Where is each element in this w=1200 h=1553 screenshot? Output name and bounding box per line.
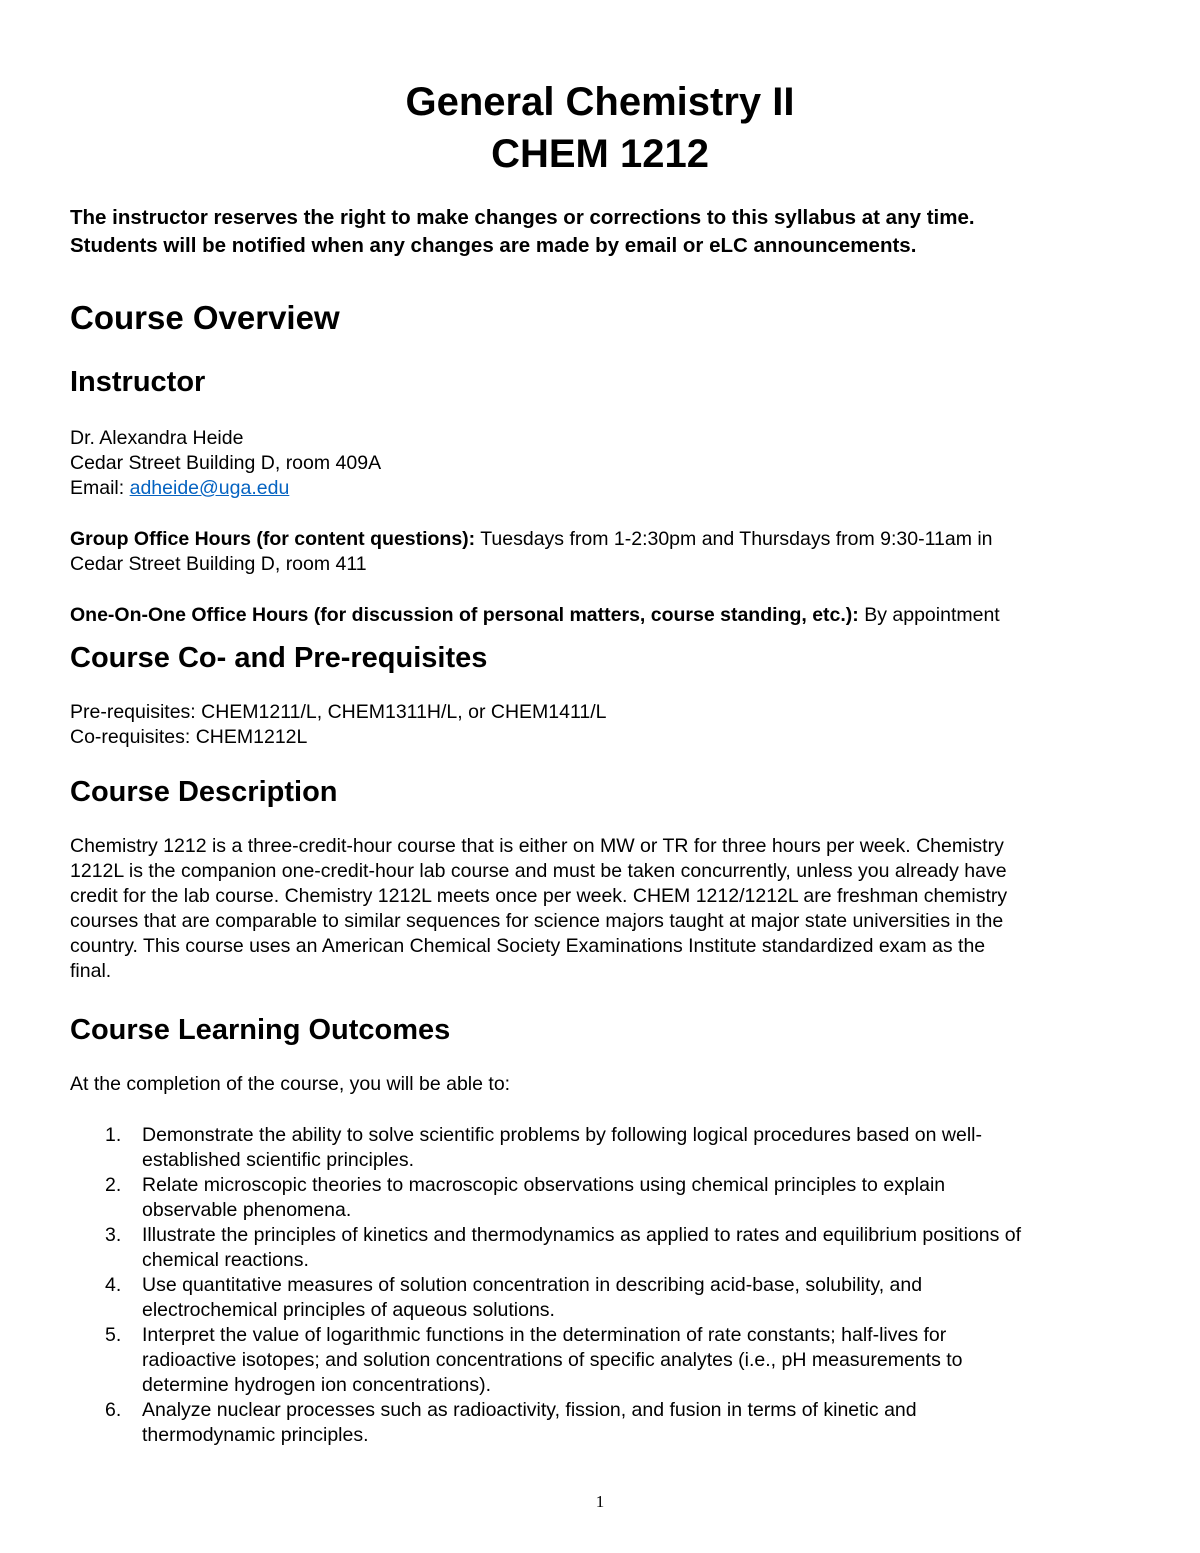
description-line: courses that are comparable to similar sequences for science majors taught at major state universities in the — [70, 910, 1004, 932]
title-line-1: General Chemistry II — [405, 80, 795, 124]
instructor-office: Cedar Street Building D, room 409A — [70, 452, 382, 474]
pre-requisites: Pre-requisites: CHEM1211/L, CHEM1311H/L, or CHEM1411/L — [70, 701, 607, 723]
list-item-line: Illustrate the principles of kinetics and thermodynamics as applied to rates and equilibrium positions of — [142, 1224, 1022, 1246]
outcomes-intro: At the completion of the course, you will be able to: — [70, 1073, 511, 1095]
group-hours-label: Group Office Hours (for content questions): — [70, 528, 476, 550]
description-line: final. — [70, 960, 112, 982]
syllabus-change-notice — [70, 204, 1130, 260]
document-title — [70, 76, 1130, 180]
email-label: Email: — [70, 477, 130, 499]
list-item-line: electrochemical principles of aqueous solutions. — [142, 1299, 555, 1321]
list-item-number: 2. — [105, 1174, 122, 1196]
list-item-line: determine hydrogen ion concentrations). — [142, 1374, 492, 1396]
list-item-number: 3. — [105, 1224, 122, 1246]
group-hours-line-2: Cedar Street Building D, room 411 — [70, 553, 367, 575]
list-item-line: Relate microscopic theories to macroscopic observations using chemical principles to explain — [142, 1174, 946, 1196]
page-number: 1 — [595, 1492, 605, 1511]
list-item-number: 6. — [105, 1399, 122, 1421]
description-line: country. This course uses an American Chemical Society Examinations Institute standardized exam as the — [70, 935, 986, 957]
one-on-one-label: One-On-One Office Hours (for discussion of personal matters, course standing, etc.): — [70, 604, 859, 626]
list-item — [70, 1223, 1130, 1273]
instructor-block — [70, 426, 1130, 501]
learning-outcomes-list — [70, 1123, 1130, 1448]
heading-learning-outcomes: Course Learning Outcomes — [70, 1014, 451, 1046]
heading-course-description: Course Description — [70, 776, 338, 808]
list-item-line: Use quantitative measures of solution concentration in describing acid-base, solubility, and — [142, 1274, 923, 1296]
list-item-number: 5. — [105, 1324, 122, 1346]
group-hours-line-1 — [70, 527, 1130, 552]
co-requisites: Co-requisites: CHEM1212L — [70, 726, 308, 748]
list-item-line: radioactive isotopes; and solution concentrations of specific analytes (i.e., pH measurements to — [142, 1349, 963, 1371]
page-content — [70, 70, 1130, 1448]
heading-instructor: Instructor — [70, 366, 206, 398]
list-item — [70, 1273, 1130, 1323]
heading-course-overview: Course Overview — [70, 299, 340, 336]
list-item-line: established scientific principles. — [142, 1149, 415, 1171]
list-item-line: observable phenomena. — [142, 1199, 352, 1221]
list-item-line: chemical reactions. — [142, 1249, 309, 1271]
one-on-one-text: By appointment — [858, 604, 1000, 626]
notice-line-1: The instructor reserves the right to make changes or corrections to this syllabus at any time. — [70, 206, 975, 229]
list-item — [70, 1323, 1130, 1398]
notice-line-2: Students will be notified when any changes are made by email or eLC announcements. — [70, 234, 917, 257]
list-item-number: 4. — [105, 1274, 122, 1296]
list-item-line: thermodynamic principles. — [142, 1424, 369, 1446]
list-item — [70, 1123, 1130, 1173]
prerequisites-block — [70, 700, 1130, 750]
instructor-email-line — [70, 476, 1130, 501]
description-line: Chemistry 1212 is a three-credit-hour course that is either on MW or TR for three hours per week. Chemistry — [70, 835, 1004, 857]
list-item — [70, 1398, 1130, 1448]
title-line-2: CHEM 1212 — [491, 132, 709, 176]
instructor-name: Dr. Alexandra Heide — [70, 427, 244, 449]
description-line: credit for the lab course. Chemistry 1212L meets once per week. CHEM 1212/1212L are freshman chemistry — [70, 885, 1008, 907]
list-item — [70, 1173, 1130, 1223]
one-on-one-line — [70, 603, 1130, 628]
list-item-line: Analyze nuclear processes such as radioactivity, fission, and fusion in terms of kinetic and — [142, 1399, 917, 1421]
list-item-number: 1. — [105, 1124, 122, 1146]
group-office-hours — [70, 527, 1130, 577]
email-link[interactable]: adheide@uga.edu — [129, 477, 290, 499]
heading-co-pre-requisites: Course Co- and Pre-requisites — [70, 642, 488, 674]
group-hours-text: Tuesdays from 1-2:30pm and Thursdays from 9:30-11am in — [475, 528, 993, 550]
list-item-line: Demonstrate the ability to solve scientific problems by following logical procedures based on well- — [142, 1124, 982, 1146]
list-item-line: Interpret the value of logarithmic functions in the determination of rate constants; half-lives for — [142, 1324, 947, 1346]
course-description-text — [70, 834, 1130, 984]
description-line: 1212L is the companion one-credit-hour lab course and must be taken concurrently, unless you already have — [70, 860, 1007, 882]
one-on-one-office-hours — [70, 603, 1130, 628]
